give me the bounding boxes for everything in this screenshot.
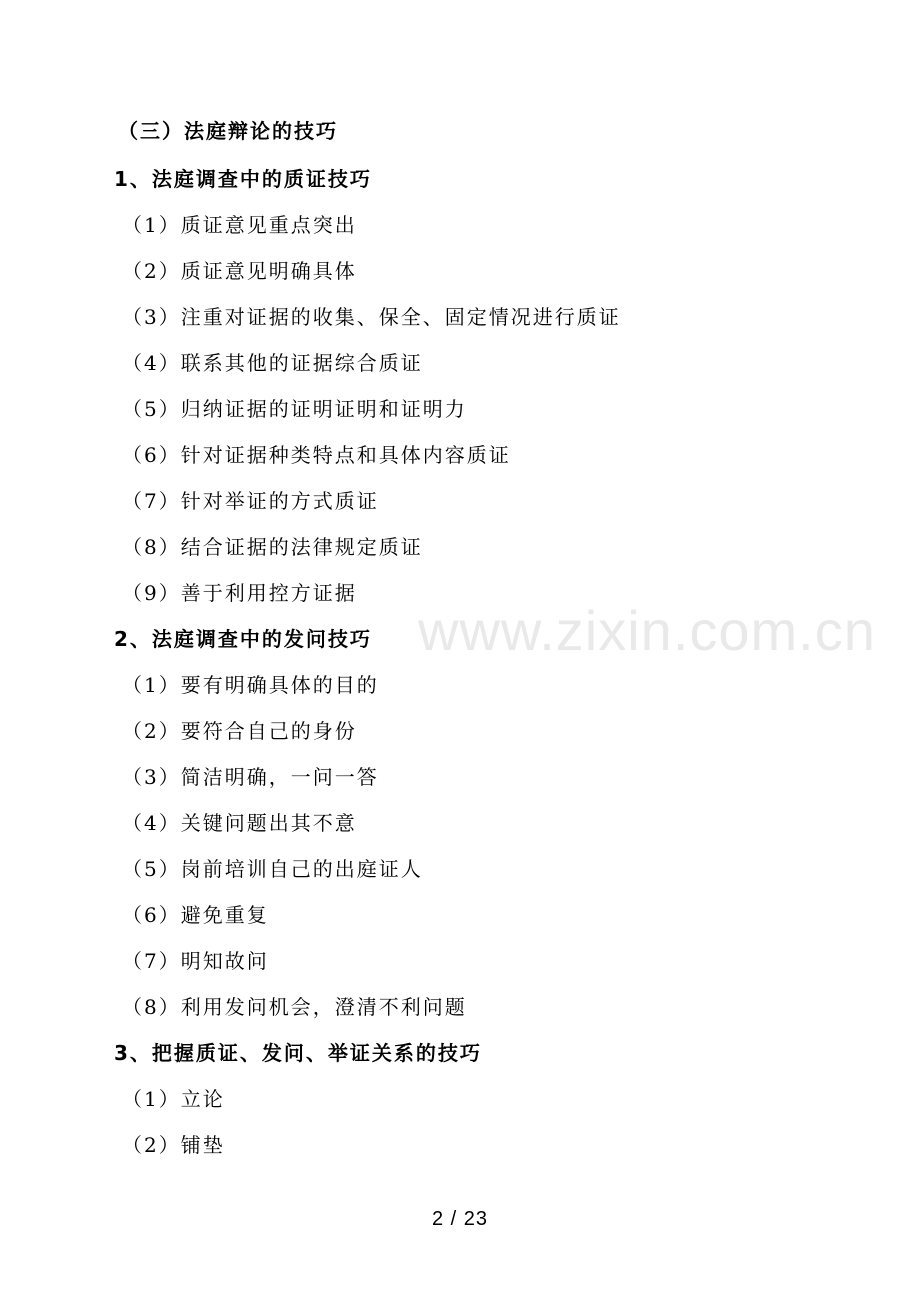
list-item: （6）避免重复 — [122, 903, 269, 927]
subsection-heading-3: 3、把握质证、发问、举证关系的技巧 — [114, 1041, 482, 1065]
list-item: （4）联系其他的证据综合质证 — [122, 351, 423, 375]
list-item: （2）铺垫 — [122, 1133, 225, 1157]
list-item: （6）针对证据种类特点和具体内容质证 — [122, 443, 511, 467]
list-item: （1）立论 — [122, 1087, 225, 1111]
list-item: （3）注重对证据的收集、保全、固定情况进行质证 — [122, 305, 621, 329]
list-item: （1）要有明确具体的目的 — [122, 673, 379, 697]
list-item: （1）质证意见重点突出 — [122, 213, 357, 237]
list-item: （8）利用发问机会，澄清不利问题 — [122, 995, 467, 1019]
section-title: （三）法庭辩论的技巧 — [118, 119, 338, 143]
list-item: （3）简洁明确，一问一答 — [122, 765, 379, 789]
subsection-heading-2: 2、法庭调查中的发问技巧 — [114, 627, 372, 651]
watermark: www.zixin.com.cn — [418, 599, 876, 662]
list-item: （7）明知故问 — [122, 949, 269, 973]
list-item: （5）岗前培训自己的出庭证人 — [122, 857, 423, 881]
list-item: （7）针对举证的方式质证 — [122, 489, 379, 513]
list-item: （9）善于利用控方证据 — [122, 581, 357, 605]
page-number: 2 / 23 — [431, 1208, 489, 1230]
list-item: （8）结合证据的法律规定质证 — [122, 535, 423, 559]
list-item: （5）归纳证据的证明证明和证明力 — [122, 397, 467, 421]
list-item: （4）关键问题出其不意 — [122, 811, 357, 835]
subsection-heading-1: 1、法庭调查中的质证技巧 — [114, 167, 372, 191]
list-item: （2）质证意见明确具体 — [122, 259, 357, 283]
list-item: （2）要符合自己的身份 — [122, 719, 357, 743]
